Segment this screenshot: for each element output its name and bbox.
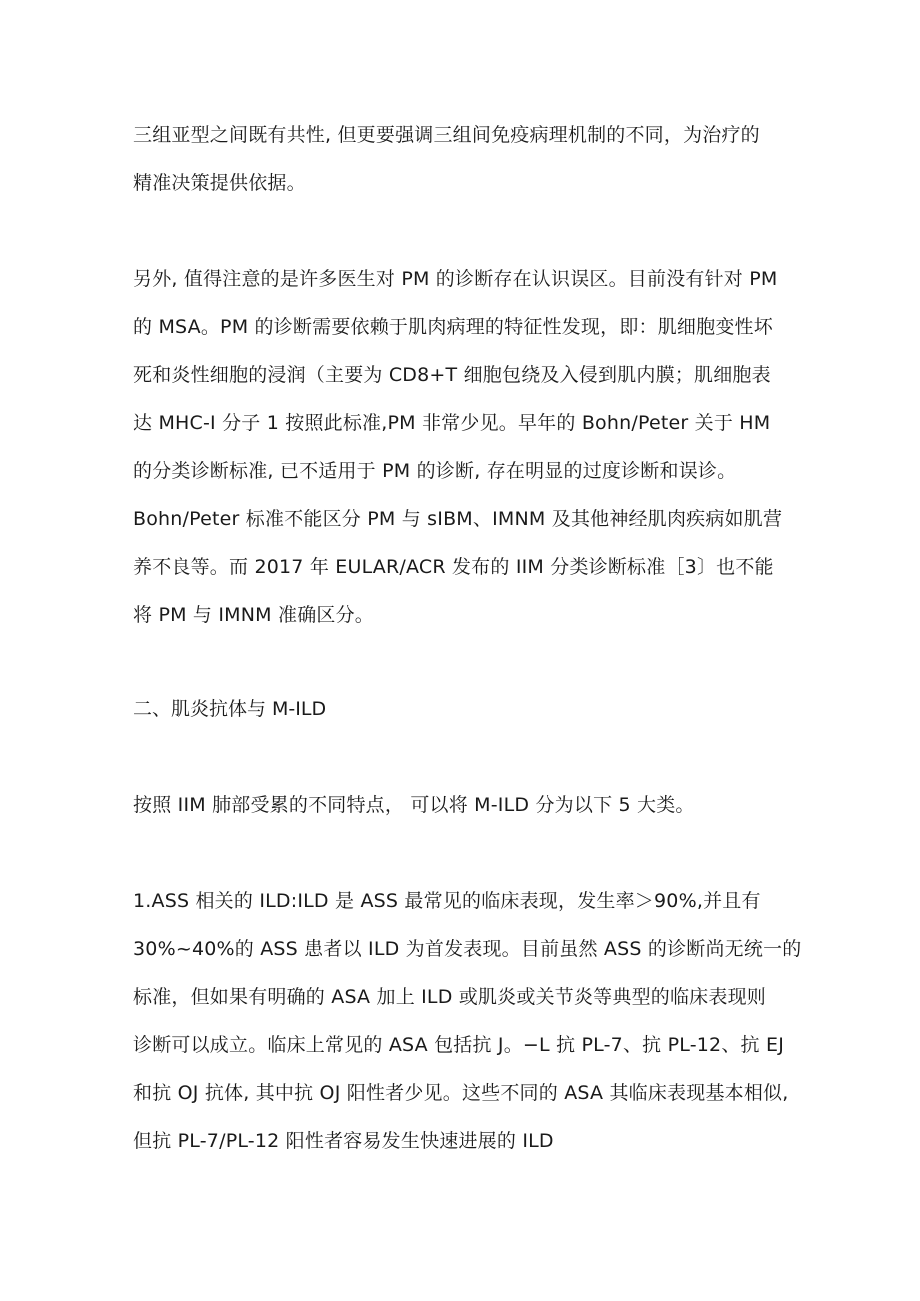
text-line: 和抗 OJ 抗体, 其中抗 OJ 阳性者少见。这些不同的 ASA 其临床表现基本相似,: [133, 1082, 789, 1104]
text-line: 三组亚型之间既有共性, 但更要强调三组间免疫病理机制的不同，为治疗的: [133, 124, 760, 146]
text-line: 诊断可以成立。临床上常见的 ASA 包括抗 J。−L 抗 PL-7、抗 PL-12、抗 EJ: [133, 1034, 784, 1056]
text-line: 1.ASS 相关的 ILD:ILD 是 ASS 最常见的临床表现，发生率＞90%,并且有: [133, 890, 761, 912]
paragraph-pm-diagnosis: [133, 255, 793, 639]
text-line: 养不良等。而 2017 年 EULAR/ACR 发布的 IIM 分类诊断标准［3〕也不能: [133, 556, 774, 578]
text-line: 的分类诊断标准, 已不适用于 PM 的诊断, 存在明显的过度诊断和误诊。: [133, 460, 737, 482]
paragraph-subtype-summary: [133, 111, 793, 207]
text-line: 达 MHC-I 分子 1 按照此标准,PM 非常少见。早年的 Bohn/Peter 关于 HM: [133, 412, 771, 434]
text-line: 按照 IIM 肺部受累的不同特点， 可以将 M-ILD 分为以下 5 大类。: [133, 794, 695, 816]
paragraph-ass-ild: [133, 877, 802, 1165]
text-line: 30%~40%的 ASS 患者以 ILD 为首发表现。目前虽然 ASS 的诊断尚无统一的: [133, 938, 802, 960]
text-line: 但抗 PL-7/PL-12 阳性者容易发生快速进展的 ILD: [133, 1130, 554, 1152]
text-line: Bohn/Peter 标准不能区分 PM 与 sIBM、IMNM 及其他神经肌肉疾病如肌营: [133, 508, 783, 530]
text-line: 另外, 值得注意的是许多医生对 PM 的诊断存在认识误区。目前没有针对 PM: [133, 268, 778, 290]
text-line: 死和炎性细胞的浸润（主要为 CD8+T 细胞包绕及入侵到肌内膜；肌细胞表: [133, 364, 771, 386]
text-line: 的 MSA。PM 的诊断需要依赖于肌肉病理的特征性发现，即：肌细胞变性坏: [133, 316, 773, 338]
paragraph-mild-classification: [133, 781, 793, 829]
text-line: 将 PM 与 IMNM 准确区分。: [133, 604, 375, 626]
text-line: 标准，但如果有明确的 ASA 加上 ILD 或肌炎或关节炎等典型的临床表现则: [133, 986, 766, 1008]
text-line: 精准决策提供依据。: [133, 172, 306, 194]
section-heading: 二、肌炎抗体与 M-ILD: [133, 698, 327, 720]
